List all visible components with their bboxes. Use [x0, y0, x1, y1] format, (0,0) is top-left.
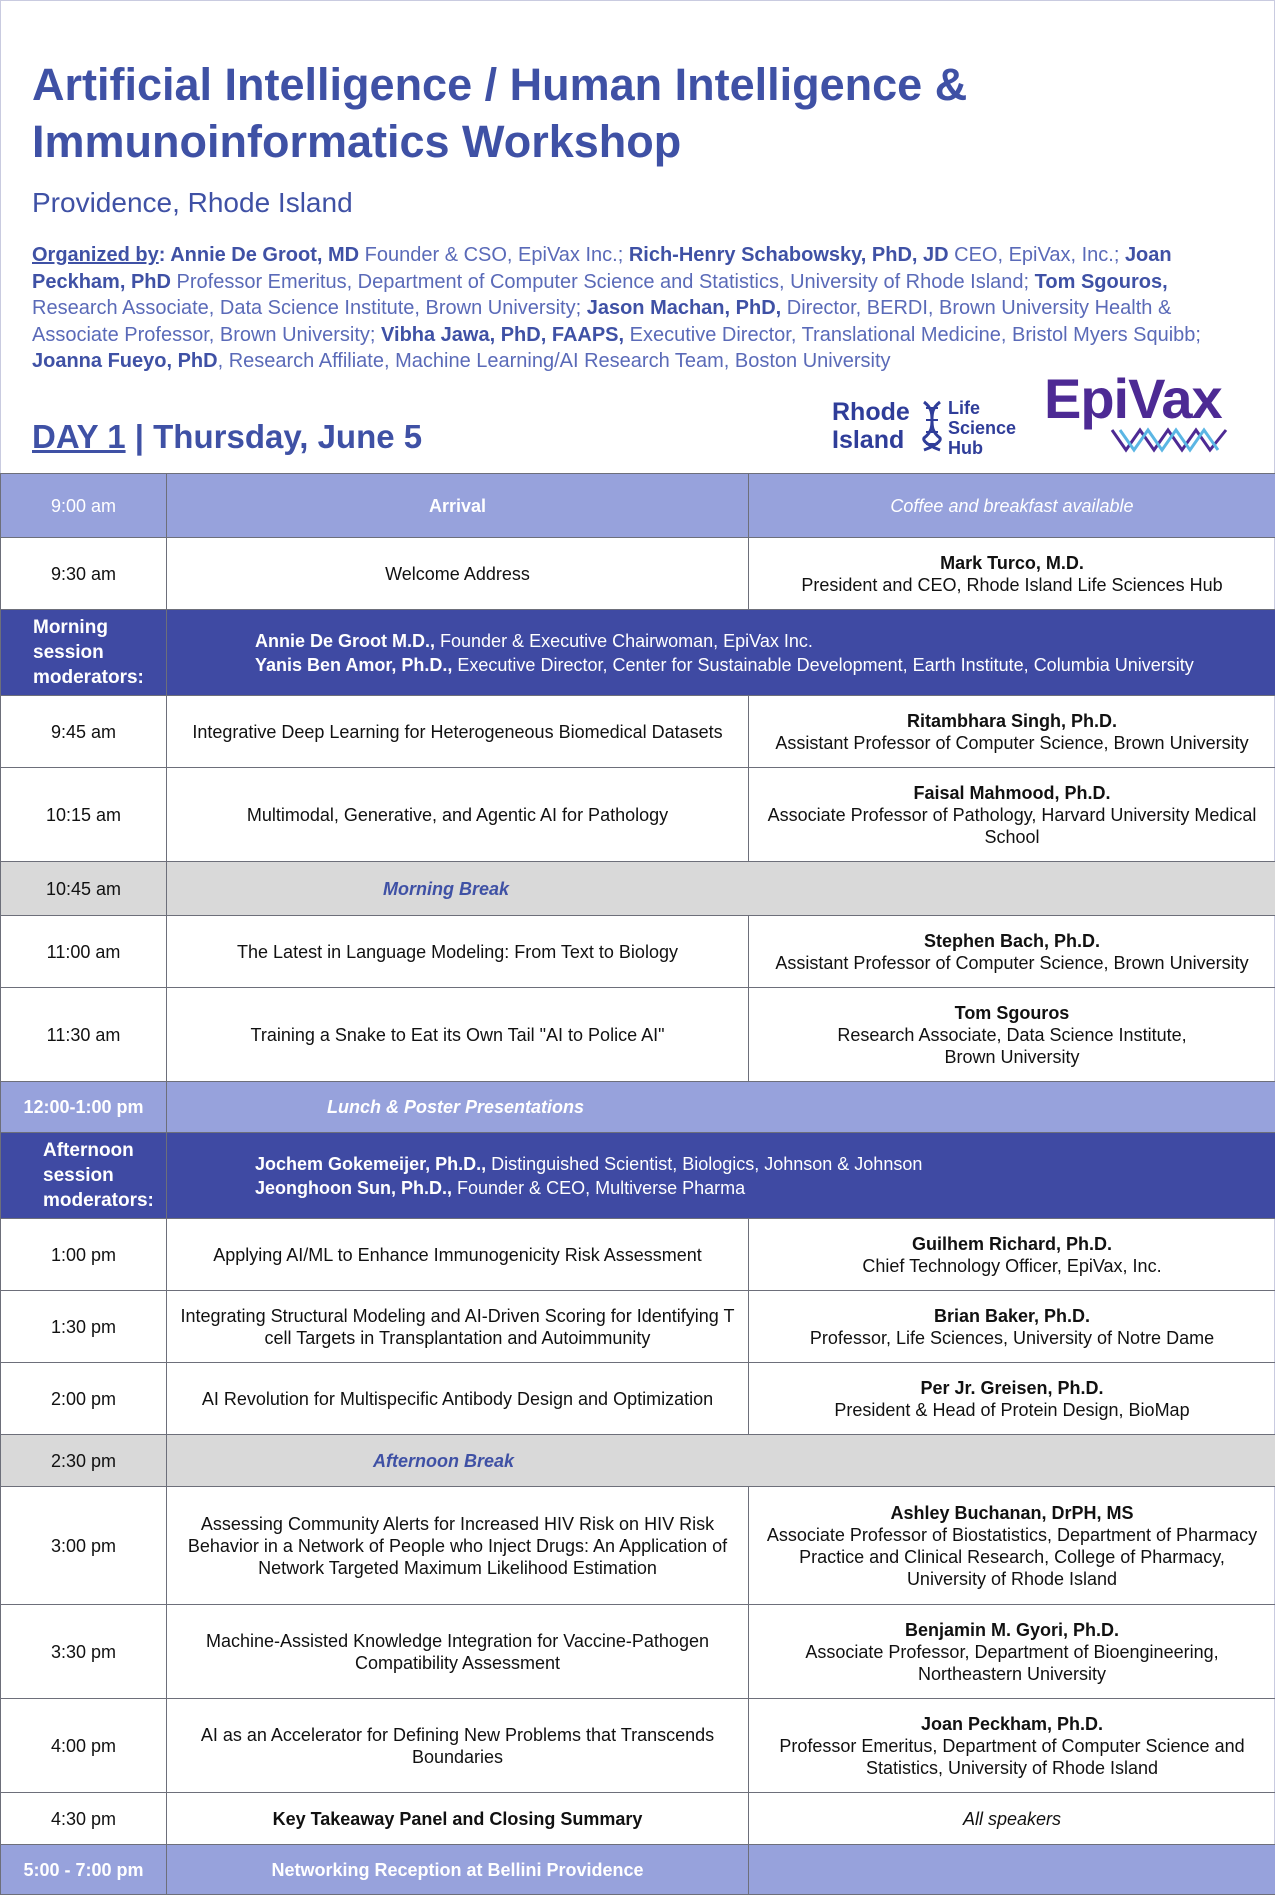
organizer-name: Vibha Jawa, PhD, FAAPS, [381, 323, 625, 346]
morning-moderators-row [1, 610, 1275, 696]
moderator-role: Distinguished Scientist, Biologics, Johnson & Johnson [491, 1153, 923, 1174]
organizer-name: Rich-Henry Schabowsky, PhD, JD [628, 244, 949, 266]
time-cell: 12:00-1:00 pm [1, 1082, 167, 1133]
time-cell: 2:00 pm [1, 1363, 167, 1435]
schedule-row-morning-break [1, 862, 1275, 916]
schedule-row [1, 1793, 1275, 1845]
organizer-name: Annie De Groot, MD [170, 244, 360, 266]
session-note: Coffee and breakfast available [749, 474, 1275, 538]
organizer-role: Research Associate, Data Science Institute, Brown University; [32, 297, 582, 319]
moderator-name: Jeonghoon Sun, Ph.D., [255, 1177, 452, 1198]
speaker-name: Mark Turco, M.D. [940, 552, 1084, 573]
session-title: Integrative Deep Learning for Heterogeneous Biomedical Datasets [167, 696, 749, 768]
time-cell: 2:30 pm [1, 1435, 167, 1487]
schedule-row [1, 916, 1275, 988]
time-cell: 3:30 pm [1, 1605, 167, 1699]
session-title: AI as an Accelerator for Defining New Problems that Transcends Boundaries [167, 1699, 749, 1793]
organized-label: Organized by [32, 244, 159, 266]
organizer-name: Tom Sgouros, [1034, 270, 1168, 293]
session-title: Welcome Address [167, 538, 749, 610]
moderator-name: Yanis Ben Amor, Ph.D., [255, 654, 453, 675]
organizer-role: , Research Affiliate, Machine Learning/AI Research Team, Boston University [217, 350, 891, 372]
schedule-row [1, 696, 1275, 768]
time-cell: 10:45 am [1, 862, 167, 916]
break-title: Afternoon Break [167, 1435, 1275, 1487]
moderators-label: Morning session moderators: [1, 610, 167, 696]
time-cell: 5:00 - 7:00 pm [1, 1845, 167, 1895]
schedule-row [1, 1605, 1275, 1699]
session-title: Multimodal, Generative, and Agentic AI for Pathology [167, 768, 749, 862]
ri-logo-text: Rhode Island [832, 398, 910, 454]
page-title: Artificial Intelligence / Human Intelligence & Immunoinformatics Workshop [32, 59, 968, 167]
speaker-cell: Tom Sgouros Research Associate, Data Science Institute, Brown University [749, 988, 1275, 1082]
ri-life-science-hub-logo [832, 398, 1028, 458]
schedule-row-reception [1, 1845, 1275, 1895]
organizer-name: Jason Machan, PhD, [586, 297, 782, 319]
schedule-row [1, 1487, 1275, 1605]
session-title: Assessing Community Alerts for Increased HIV Risk on HIV Risk Behavior in a Network of People who Inject Drugs: An Application of Network Targeted Maximum Likelihood Estimation [167, 1487, 749, 1605]
moderator-name: Jochem Gokemeijer, Ph.D., [255, 1153, 487, 1174]
speaker-cell: Ashley Buchanan, DrPH, MS Associate Professor of Biostatistics, Department of Pharmacy Practice and Clinical Research, College of Pharmacy, University of Rhode Island [749, 1487, 1275, 1605]
organizer-name: Joanna Fueyo, PhD [32, 350, 218, 372]
organizers: Organized by: Annie De Groot, MD Founder & CSO, EpiVax Inc.; Rich-Henry Schabowsky, PhD, JD CEO, EpiVax, Inc.; Joan Peckham, PhD Professor Emeritus, Department of Computer Science and Statistics, University of Rhode Island; Tom Sgouros, Research Associate, Data Science Institute, Brown University; Jason Machan, PhD, Director, BERDI, Brown University Health & Associate Professor, Brown University; Vibha Jawa, PhD, FAAPS, Executive Director, Translational Medicine, Bristol Myers Squibb; Joanna Fueyo, PhD, Research Affiliate, Machine Learning/AI Research Team, Boston University [32, 244, 1201, 372]
empty-cell [749, 1845, 1275, 1895]
header [32, 56, 1242, 375]
speaker-cell: Stephen Bach, Ph.D. Assistant Professor of Computer Science, Brown University [749, 916, 1275, 988]
session-title: The Latest in Language Modeling: From Text to Biology [167, 916, 749, 988]
time-cell: 1:30 pm [1, 1291, 167, 1363]
schedule-row [1, 988, 1275, 1082]
session-title: Key Takeaway Panel and Closing Summary [167, 1793, 749, 1845]
organizer-role: Executive Director, Translational Medicine, Bristol Myers Squibb; [629, 323, 1201, 346]
time-cell: 10:15 am [1, 768, 167, 862]
speaker-cell: Joan Peckham, Ph.D. Professor Emeritus, Department of Computer Science and Statistics, University of Rhode Island [749, 1699, 1275, 1793]
schedule-row [1, 538, 1275, 610]
time-cell: 9:00 am [1, 474, 167, 538]
epivax-wave-icon [1110, 426, 1230, 454]
moderator-name: Annie De Groot M.D., [255, 630, 435, 651]
speaker-cell: Benjamin M. Gyori, Ph.D. Associate Professor, Department of Bioengineering, Northeastern University [749, 1605, 1275, 1699]
organizer-role: Director, BERDI, Brown University Health & Associate Professor, Brown University; [32, 297, 1172, 346]
afternoon-moderators-row [1, 1133, 1275, 1219]
moderator-role: Founder & Executive Chairwoman, EpiVax Inc. [440, 630, 813, 651]
schedule-row [1, 1291, 1275, 1363]
moderators-list [167, 1133, 1275, 1219]
schedule-row [1, 768, 1275, 862]
time-cell: 3:00 pm [1, 1487, 167, 1605]
time-cell: 4:00 pm [1, 1699, 167, 1793]
schedule-row-arrival [1, 474, 1275, 538]
break-title: Morning Break [167, 862, 1275, 916]
speaker-cell: Faisal Mahmood, Ph.D. Associate Professor of Pathology, Harvard University Medical School [749, 768, 1275, 862]
session-title: Training a Snake to Eat its Own Tail "AI to Police AI" [167, 988, 749, 1082]
session-title: Arrival [167, 474, 749, 538]
speaker-cell: Guilhem Richard, Ph.D. Chief Technology Officer, EpiVax, Inc. [749, 1219, 1275, 1291]
schedule-row-lunch [1, 1082, 1275, 1133]
moderator-role: Founder & CEO, Multiverse Pharma [457, 1177, 746, 1198]
organizer-role: CEO, EpiVax, Inc.; [954, 244, 1120, 266]
day-date: | Thursday, June 5 [134, 418, 423, 455]
time-cell: 4:30 pm [1, 1793, 167, 1845]
lsh-logo-text: Life Science Hub [948, 398, 1017, 458]
speaker-cell: Per Jr. Greisen, Ph.D. President & Head of Protein Design, BioMap [749, 1363, 1275, 1435]
session-title: Integrating Structural Modeling and AI-Driven Scoring for Identifying T cell Targets in Transplantation and Autoimmunity [167, 1291, 749, 1363]
moderator-role: Executive Director, Center for Sustainable Development, Earth Institute, Columbia University [457, 654, 1194, 675]
epivax-logo-text: EpiVax [1044, 367, 1222, 430]
schedule-table [0, 473, 1275, 1895]
schedule-row [1, 1363, 1275, 1435]
organizer-role: Founder & CSO, EpiVax Inc.; [364, 244, 624, 266]
speaker-cell: Brian Baker, Ph.D. Professor, Life Sciences, University of Notre Dame [749, 1291, 1275, 1363]
moderators-list [167, 610, 1275, 696]
lunch-title: Lunch & Poster Presentations [167, 1082, 1275, 1133]
time-cell: 9:45 am [1, 696, 167, 768]
time-cell: 9:30 am [1, 538, 167, 610]
organizer-name: Joan Peckham, PhD [32, 244, 1172, 293]
speaker-cell [749, 538, 1275, 610]
time-cell: 1:00 pm [1, 1219, 167, 1291]
speaker-affiliation: President and CEO, Rhode Island Life Sciences Hub [801, 574, 1223, 595]
session-title: Machine-Assisted Knowledge Integration for Vaccine-Pathogen Compatibility Assessment [167, 1605, 749, 1699]
day-heading [32, 418, 422, 456]
location: Providence, Rhode Island [32, 187, 353, 218]
schedule-row [1, 1699, 1275, 1793]
session-title: AI Revolution for Multispecific Antibody Design and Optimization [167, 1363, 749, 1435]
dna-icon [920, 400, 944, 452]
day-label: DAY 1 [32, 418, 126, 455]
speaker-cell: Ritambhara Singh, Ph.D. Assistant Professor of Computer Science, Brown University [749, 696, 1275, 768]
organizer-role: Professor Emeritus, Department of Computer Science and Statistics, University of Rhode Island; [176, 270, 1030, 293]
schedule-row-afternoon-break [1, 1435, 1275, 1487]
speaker-cell: All speakers [749, 1793, 1275, 1845]
time-cell: 11:30 am [1, 988, 167, 1082]
schedule-row [1, 1219, 1275, 1291]
moderators-label: Afternoon session moderators: [1, 1133, 167, 1219]
epivax-logo [1040, 366, 1240, 456]
session-title: Networking Reception at Bellini Providence [167, 1845, 749, 1895]
session-title: Applying AI/ML to Enhance Immunogenicity Risk Assessment [167, 1219, 749, 1291]
time-cell: 11:00 am [1, 916, 167, 988]
